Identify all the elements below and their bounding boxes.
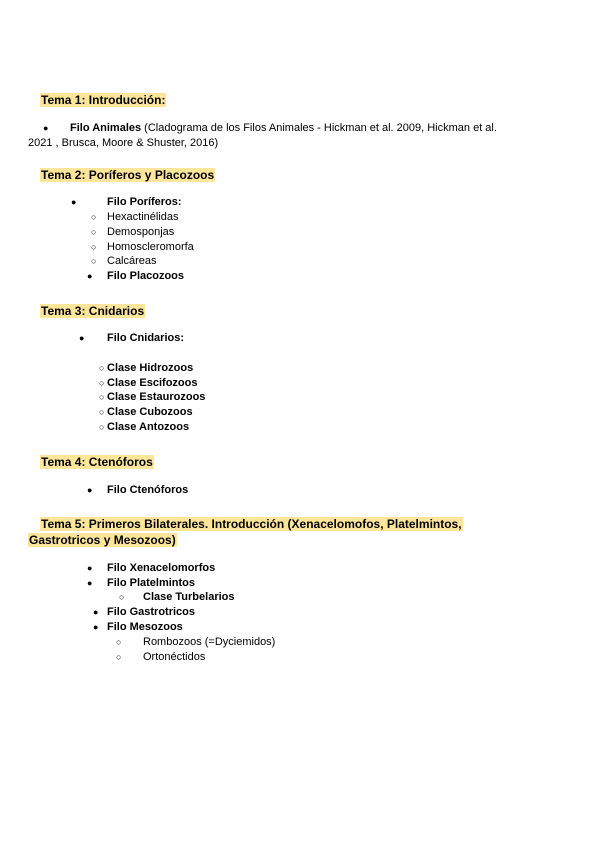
list-item-filo-animales bbox=[70, 121, 497, 135]
circle-bullet-icon: ○ bbox=[99, 422, 105, 432]
tema4-title: Tema 4: Ctenóforos bbox=[41, 455, 153, 469]
filo-placozoos: Filo Placozoos bbox=[107, 270, 185, 282]
circle-bullet-icon: ○ bbox=[99, 392, 105, 402]
tema3-heading bbox=[40, 303, 145, 319]
clase-item: Clase Antozoos bbox=[107, 421, 190, 433]
bullet-icon: ● bbox=[87, 485, 93, 495]
bullet-icon: ● bbox=[87, 271, 93, 281]
bullet-icon: ● bbox=[79, 333, 85, 343]
circle-bullet-icon: ○ bbox=[99, 363, 105, 373]
tema5-heading-line2 bbox=[28, 532, 177, 548]
filo-mesozoos: Filo Mesozoos bbox=[107, 621, 183, 633]
item-bold: Filo Animales bbox=[70, 122, 142, 134]
circle-bullet-icon: ○ bbox=[119, 592, 125, 602]
filo-ctenoforos: Filo Ctenóforos bbox=[107, 484, 189, 496]
tema1-title: Tema 1: Introducción: bbox=[41, 93, 166, 107]
circle-bullet-icon: ○ bbox=[99, 378, 105, 388]
bullet-icon: ● bbox=[93, 622, 99, 632]
bullet-icon: ● bbox=[87, 563, 93, 573]
circle-bullet-icon: ○ bbox=[99, 407, 105, 417]
clase-item: Clase Cubozoos bbox=[107, 406, 193, 418]
bullet-icon: ● bbox=[93, 607, 99, 617]
sub-item: Rombozoos (=Dyciemidos) bbox=[143, 636, 276, 648]
filo-cnidarios: Filo Cnidarios: bbox=[107, 332, 184, 344]
list-item-continuation: 2021 , Brusca, Moore & Shuster, 2016) bbox=[28, 137, 219, 149]
tema5-title-line1: Tema 5: Primeros Bilaterales. Introducción (Xenacelomofos, Platelmintos, bbox=[41, 517, 462, 531]
clase-item: Clase Estaurozoos bbox=[107, 391, 206, 403]
tema2-title: Tema 2: Poríferos y Placozoos bbox=[41, 168, 215, 182]
bullet-icon: ● bbox=[71, 197, 77, 207]
circle-bullet-icon: ○ bbox=[116, 652, 122, 662]
tema1-heading bbox=[40, 92, 166, 108]
tema4-heading bbox=[40, 454, 154, 470]
circle-bullet-icon: ○ bbox=[91, 227, 97, 237]
circle-bullet-icon: ○ bbox=[91, 212, 97, 222]
clase-item: Clase Escifozoos bbox=[107, 377, 198, 389]
item-rest: (Cladograma de los Filos Animales - Hickman et al. 2009, Hickman et al. bbox=[141, 122, 497, 134]
tema5-heading-line1 bbox=[40, 516, 463, 532]
clase-item: Clase Hidrozoos bbox=[107, 362, 194, 374]
tema2-heading bbox=[40, 167, 215, 183]
sub-item: Hexactinélidas bbox=[107, 211, 179, 223]
tema5-title-line2: Gastrotricos y Mesozoos) bbox=[29, 533, 176, 547]
circle-bullet-icon: ○ bbox=[116, 637, 122, 647]
filo-xenacelomorfos: Filo Xenacelomorfos bbox=[107, 562, 216, 574]
filo-gastrotricos: Filo Gastrotricos bbox=[107, 606, 196, 618]
filo-poriferos: Filo Poríferos: bbox=[107, 196, 182, 208]
sub-item: Ortonéctidos bbox=[143, 651, 206, 663]
bullet-icon: ● bbox=[43, 123, 49, 133]
bullet-icon: ● bbox=[87, 578, 93, 588]
sub-item: Demosponjas bbox=[107, 226, 175, 238]
circle-bullet-icon: ○ bbox=[91, 242, 97, 252]
circle-bullet-icon: ○ bbox=[91, 256, 97, 266]
clase-turbelarios: Clase Turbelarios bbox=[143, 591, 235, 603]
sub-item: Calcáreas bbox=[107, 255, 157, 267]
filo-platelmintos: Filo Platelmintos bbox=[107, 577, 196, 589]
tema3-title: Tema 3: Cnidarios bbox=[41, 304, 145, 318]
sub-item: Homoscleromorfa bbox=[107, 241, 194, 253]
